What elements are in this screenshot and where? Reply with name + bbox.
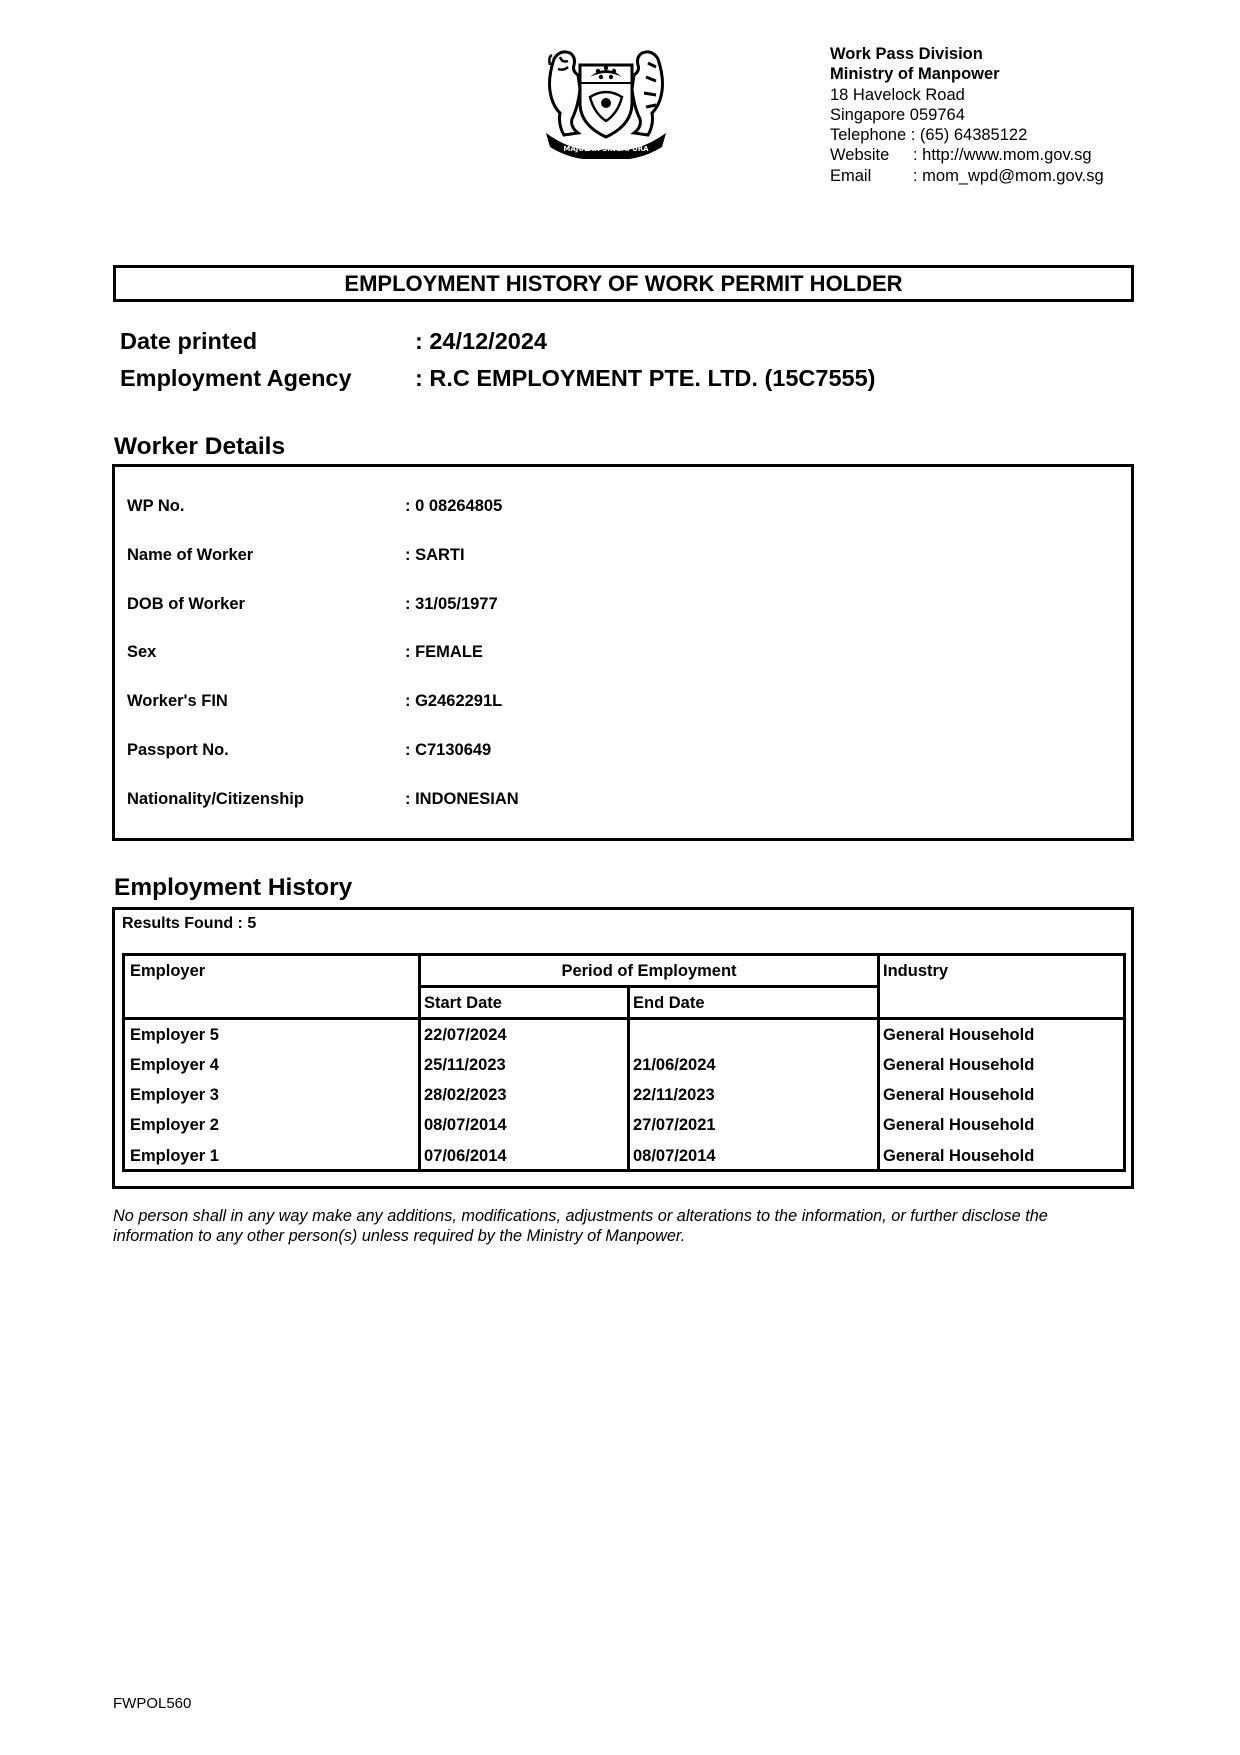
industry-cell: General Household <box>883 1086 1035 1104</box>
worker-details-box <box>112 464 1134 841</box>
date-printed-label: Date printed <box>120 328 258 354</box>
wp-number-label: WP No. <box>127 497 185 515</box>
ministry-name: Ministry of Manpower <box>830 65 1000 84</box>
industry-cell: General Household <box>883 1116 1035 1134</box>
employer-cell: Employer 5 <box>130 1026 219 1044</box>
end-date-cell: 27/07/2021 <box>633 1116 716 1134</box>
passport-number-label: Passport No. <box>127 741 229 759</box>
telephone-label: Telephone <box>830 126 907 145</box>
industry-cell: General Household <box>883 1026 1035 1044</box>
email-line <box>830 166 1104 186</box>
passport-number-value: : C7130649 <box>405 741 492 759</box>
website-line <box>830 145 1104 165</box>
employment-agency-value: : R.C EMPLOYMENT PTE. LTD. (15C7555) <box>415 365 876 391</box>
worker-fin-label: Worker's FIN <box>127 692 228 710</box>
worker-sex-label: Sex <box>127 643 157 661</box>
start-date-cell: 08/07/2014 <box>424 1116 507 1134</box>
start-date-cell: 22/07/2024 <box>424 1026 507 1044</box>
worker-name-value: : SARTI <box>405 546 465 564</box>
industry-cell: General Household <box>883 1147 1035 1165</box>
results-found: Results Found : 5 <box>122 915 257 932</box>
nationality-label: Nationality/Citizenship <box>127 790 304 808</box>
employment-history-box <box>112 907 1134 1189</box>
worker-dob-label: DOB of Worker <box>127 595 245 613</box>
email-value: : mom_wpd@mom.gov.sg <box>913 166 1104 185</box>
telephone-value: : (65) 64385122 <box>910 126 1028 145</box>
employer-cell: Employer 3 <box>130 1086 219 1104</box>
division-name: Work Pass Division <box>830 45 983 63</box>
end-date-cell: 22/11/2023 <box>633 1086 715 1104</box>
end-date-cell: 21/06/2024 <box>633 1056 716 1074</box>
employer-cell: Employer 2 <box>130 1116 219 1134</box>
end-date-cell: 08/07/2014 <box>633 1147 716 1165</box>
nationality-value: : INDONESIAN <box>405 790 519 808</box>
header-start-date: Start Date <box>424 994 502 1012</box>
column-divider <box>627 985 630 1169</box>
document-title-box <box>113 265 1134 302</box>
employer-cell: Employer 1 <box>130 1147 219 1165</box>
employment-history-heading: Employment History <box>114 874 353 901</box>
start-date-cell: 25/11/2023 <box>424 1056 506 1074</box>
document-title: EMPLOYMENT HISTORY OF WORK PERMIT HOLDER <box>344 270 903 296</box>
website-label: Website <box>830 146 890 165</box>
employment-history-table <box>122 953 1126 1172</box>
employer-cell: Employer 4 <box>130 1056 219 1074</box>
start-date-cell: 28/02/2023 <box>424 1086 507 1104</box>
header-industry: Industry <box>883 962 949 980</box>
header-end-date: End Date <box>633 994 705 1012</box>
start-date-cell: 07/06/2014 <box>424 1147 507 1165</box>
form-code: FWPOL560 <box>113 1695 192 1712</box>
city-postal: Singapore 059764 <box>830 105 965 124</box>
website-value: : http://www.mom.gov.sg <box>913 146 1092 165</box>
header-employer: Employer <box>130 962 206 980</box>
employment-agency-label: Employment Agency <box>120 365 352 391</box>
worker-fin-value: : G2462291L <box>405 692 503 710</box>
wp-number-value: : 0 08264805 <box>405 497 503 515</box>
worker-dob-value: : 31/05/1977 <box>405 595 498 613</box>
worker-details-heading: Worker Details <box>114 433 286 460</box>
telephone-line <box>830 125 1104 145</box>
header-period-of-employment: Period of Employment <box>561 962 737 980</box>
ministry-address-block <box>830 44 1104 186</box>
header-divider <box>421 985 877 988</box>
email-label: Email <box>830 166 872 185</box>
disclaimer-text: No person shall in any way make any additions, modifications, adjustments or alterations to the information, or further disclose the information to any other person(s) unless required by the Ministry of Manpower. <box>113 1207 1048 1245</box>
crest-motto: MAJULAH SINGAPURA <box>563 145 649 153</box>
date-printed-value: : 24/12/2024 <box>415 328 547 354</box>
address-line: 18 Havelock Road <box>830 85 965 104</box>
industry-cell: General Household <box>883 1056 1035 1074</box>
worker-sex-value: : FEMALE <box>405 643 483 661</box>
header-bottom-border <box>125 1017 1123 1020</box>
singapore-coat-of-arms-icon <box>540 47 672 159</box>
column-divider <box>877 956 880 1169</box>
worker-name-label: Name of Worker <box>127 546 254 564</box>
